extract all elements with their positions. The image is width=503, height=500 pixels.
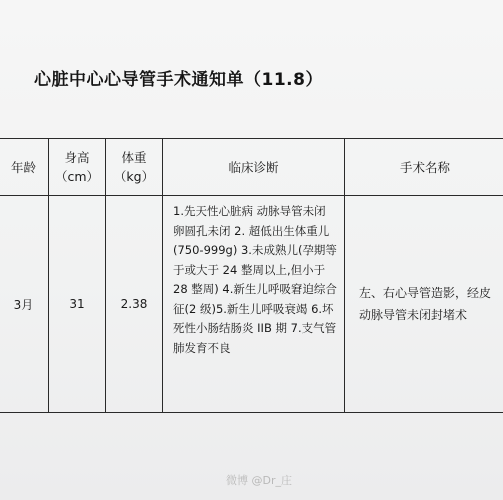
table-header-row: [0, 139, 503, 196]
header-height: [49, 139, 106, 196]
cell-age: 3月: [0, 196, 49, 413]
page-title: 心脏中心心导管手术通知单（11.8）: [34, 70, 323, 90]
surgery-notice-table: [0, 138, 503, 413]
header-age: 年龄: [0, 139, 49, 196]
header-weight-label: 体重: [121, 150, 147, 165]
header-weight: [106, 139, 163, 196]
header-surgery: 手术名称: [345, 139, 503, 196]
header-height-unit: （cm）: [54, 169, 100, 184]
header-height-label: 身高: [64, 150, 90, 165]
weibo-watermark: 微博 @Dr_庄: [226, 474, 292, 487]
cell-diagnosis: 1.先天性心脏病 动脉导管未闭 卵圆孔未闭 2. 超低出生体重儿(750-999g) 3.未成熟儿(孕期等于或大于 24 整周以上,但小于 28 整周) 4.新生儿呼吸窘迫综合征(2 级)5.新生儿呼吸衰竭 6.坏死性小肠结肠炎 IIB 期 7.支气管肺发育不良: [163, 196, 345, 413]
cell-height: 31: [49, 196, 106, 413]
cell-surgery: 左、右心导管造影，经皮动脉导管未闭封堵术: [345, 196, 503, 413]
header-diagnosis: 临床诊断: [163, 139, 345, 196]
table-row: [0, 196, 503, 413]
header-weight-unit: （kg）: [113, 169, 155, 184]
cell-weight: 2.38: [106, 196, 163, 413]
